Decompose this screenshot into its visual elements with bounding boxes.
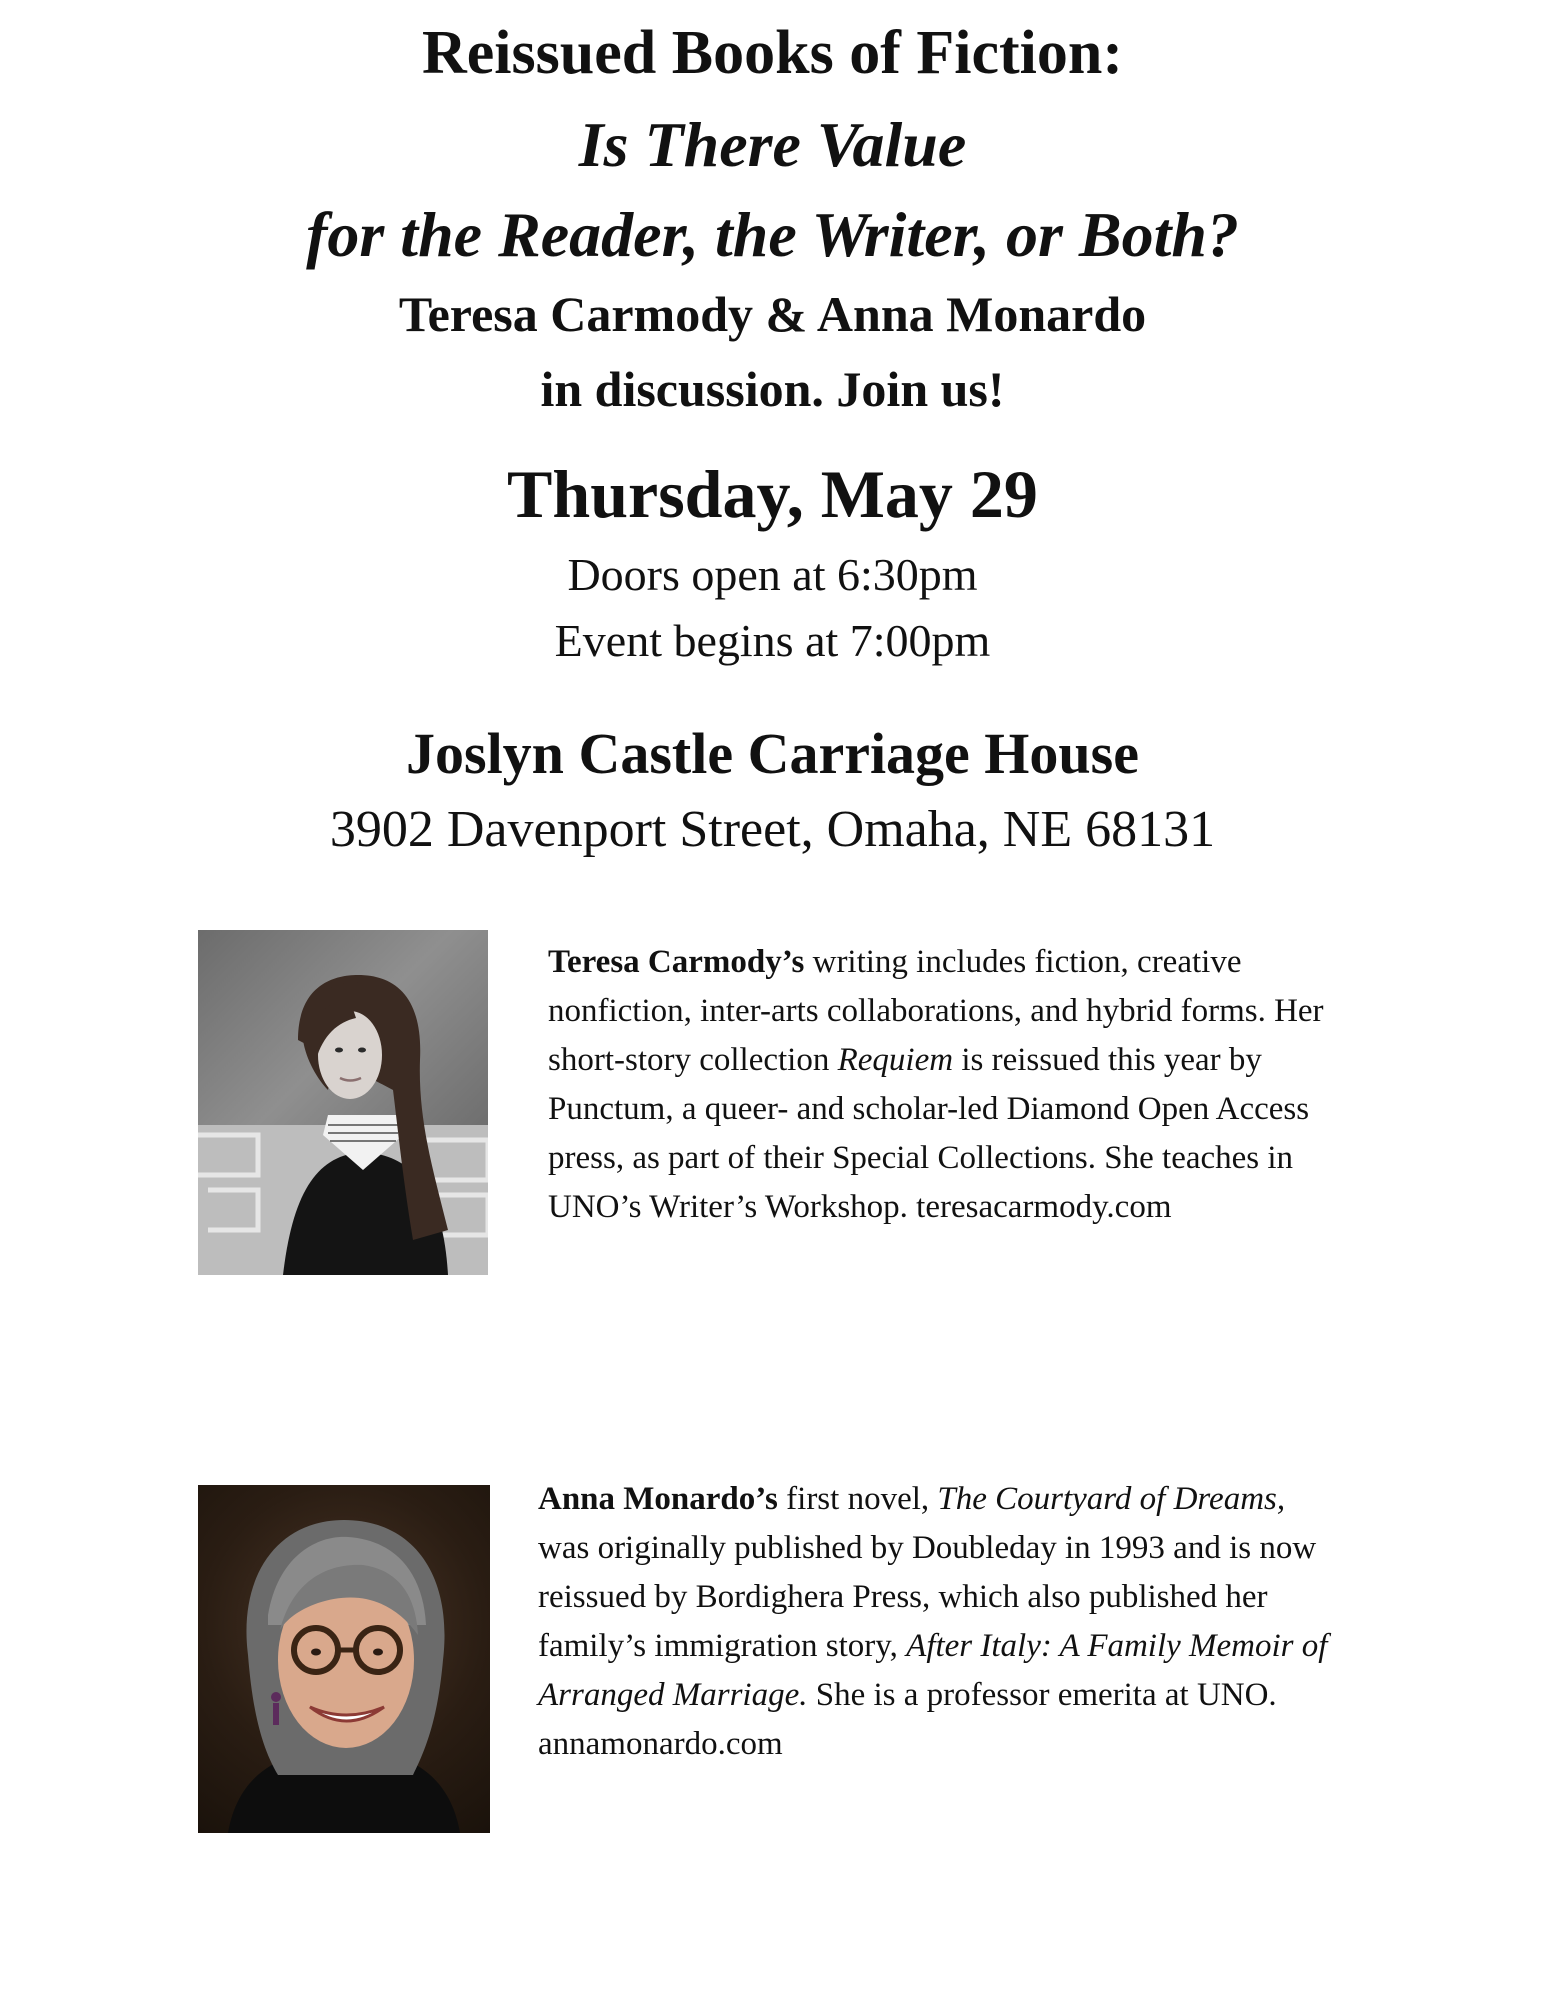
- anna-book2-title: After Italy: A Family Memoir of Arranged Marriage.: [538, 1628, 1328, 1713]
- teresa-carmody-bio: [548, 938, 1348, 1232]
- anna-bio-text1: first novel,: [777, 1481, 938, 1517]
- venue-address: 3902 Davenport Street, Omaha, NE 68131: [329, 801, 1216, 858]
- teresa-bio-text1: writing includes fiction, creative nonfiction, inter-arts collaborations, and hybrid forms. Her short-story collection: [548, 944, 1324, 1078]
- anna-portrait-illustration: [198, 1485, 490, 1833]
- anna-name: Anna Monardo’s: [538, 1481, 778, 1517]
- doors-open-time: Doors open at 6:30pm: [567, 549, 978, 600]
- anna-book1-title: The Courtyard of Dreams,: [937, 1481, 1286, 1517]
- anna-bio-text2: was originally published by Doubleday in 1993 and is now reissued by Bordighera Press, which also published her family’s immigration story,: [538, 1530, 1317, 1664]
- speakers-line: Teresa Carmody & Anna Monardo: [398, 286, 1147, 342]
- event-subtitle-line2: for the Reader, the Writer, or Both?: [306, 199, 1239, 270]
- teresa-portrait-illustration: [198, 930, 488, 1275]
- event-subtitle-line1: Is There Value: [578, 109, 967, 180]
- teresa-bio-text2: is reissued this year by Punctum, a queer- and scholar-led Diamond Open Access press, as part of their Special Collections. She teaches in UNO’s Writer’s Workshop. teresacarmody.com: [548, 1042, 1310, 1225]
- event-date: Thursday, May 29: [507, 456, 1038, 532]
- discussion-line: in discussion. Join us!: [540, 361, 1005, 417]
- teresa-carmody-photo: [198, 930, 488, 1275]
- event-start-time: Event begins at 7:00pm: [554, 615, 991, 666]
- teresa-book-title: Requiem: [837, 1042, 954, 1078]
- anna-monardo-bio: [538, 1475, 1338, 1769]
- teresa-name: Teresa Carmody’s: [548, 944, 805, 980]
- venue-name: Joslyn Castle Carriage House: [406, 721, 1139, 786]
- anna-bio-text3: She is a professor emerita at UNO. annamonardo.com: [538, 1677, 1277, 1762]
- event-title: Reissued Books of Fiction:: [422, 19, 1123, 87]
- anna-monardo-photo: [198, 1485, 490, 1833]
